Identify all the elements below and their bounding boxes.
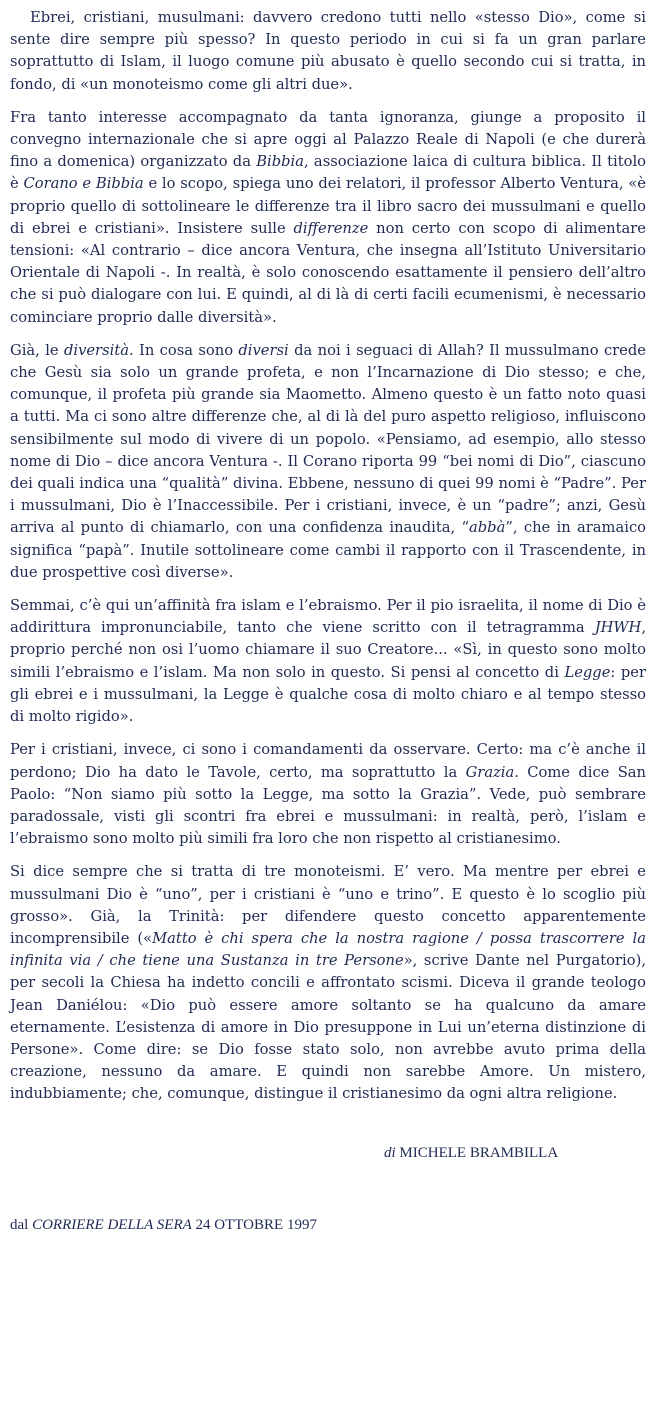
byline-author: MICHELE BRAMBILLA — [399, 1144, 559, 1161]
text-run: », scrive Dante nel Purgatorio), per secoli la Chiesa ha indetto concili e affrontato scismi. Diceva il grande teologo Jean Daniélou: «Dio può essere amore soltanto se ha qualcuno da amare eternamente. L’esistenza di amore in Dio presuppone in Lui un’eterna distinzione di Persone». Come dire: se Dio fosse stato solo, non avrebbe avuto prima della creazione, nessuno da amare. E quindi non sarebbe Amore. Un mistero, indubbiamente; che, comunque, distingue il cristianesimo da ogni altra religione. — [10, 952, 646, 1103]
italic-run: Matto è chi spera che la nostra ragione / possa trascorrere la infinita via / che tiene una Sustanza in tre Persone — [10, 929, 646, 970]
article-paragraph — [10, 739, 646, 850]
text-run: Fra tanto interesse accompagnato da tanta ignoranza, giunge a proposito il convegno internazionale che si apre oggi al Palazzo Reale di Napoli (e che durerà fino a domenica) organizzato da — [10, 108, 646, 171]
italic-run: JHWH — [594, 619, 642, 637]
italic-run: Legge — [564, 663, 611, 681]
article-body — [10, 7, 646, 1106]
text-run: Ebrei, cristiani, musulmani: davvero credono tutti nello «stesso Dio», come si sente dire sempre più spesso? In questo periodo in cui si fa un gran parlare soprattutto di Islam, il luogo comune più abusato è quello secondo cui si tratta, in fondo, di «un monoteismo come gli altri due». — [10, 9, 646, 93]
article-paragraph — [10, 861, 646, 1105]
italic-run: diversi — [238, 341, 289, 359]
source-date: 24 OTTOBRE 1997 — [195, 1216, 317, 1233]
byline-prefix: di — [384, 1144, 396, 1161]
text-run: e lo scopo, spiega uno dei relatori, il professor Alberto Ventura, «è proprio quello di sottolineare le differenze tra il libro sacro dei mussulmani e quello di ebrei e cristiani». Insistere sulle — [10, 175, 646, 237]
text-run: , associazione laica di cultura biblica. Il titolo è — [10, 153, 647, 193]
text-run: Si dice sempre che si tratta di tre monoteismi. E’ vero. Ma mentre per ebrei e mussulmani Dio è “uno”, per i cristiani è “uno e trino”. E questo è lo scoglio più grosso». Già, la Trinità: per difendere questo concetto apparentemente incomprensibile (« — [10, 863, 646, 947]
text-run: . Come dice San Paolo: “Non siamo più sotto la Legge, ma sotto la Grazia”. Vede, può sembrare paradossale, visti gli scontri fra ebrei e mussulmani: in realtà, però, l’islam e l’ebraismo sono molto più simili fra loro che non rispetto al cristianesimo. — [10, 763, 646, 848]
italic-run: Bibbia — [256, 153, 304, 171]
source-prefix: dal — [10, 1216, 29, 1233]
text-run: Per i cristiani, invece, ci sono i comandamenti da osservare. Certo: ma c’è anche il perdono; Dio ha dato le Tavole, certo, ma soprattutto la — [10, 741, 646, 781]
byline — [10, 1142, 646, 1164]
italic-run: Grazia — [465, 763, 515, 781]
article-paragraph — [10, 340, 646, 584]
text-run: da noi i seguaci di Allah? Il mussulmano crede che Gesù sia solo un grande profeta, e non l’Incarnazione di Dio stesso; e che, comunque, il profeta più grande sia Maometto. Almeno questo è un fatto noto quasi a tutti. Ma ci sono altre differenze che, al di là del puro aspetto religioso, influiscono sensibilmente sul modo di vivere di un popolo. «Pensiamo, ad esempio, allo stesso nome di Dio – dice ancora Ventura -. Il Corano riporta 99 “bei nomi di Dio”, ciascuno dei quali indica una “qualità” divina. Ebbene, nessuno di quei 99 nomi è “Padre”. Per i mussulmani, Dio è l’Inaccessibile. Per i cristiani, invece, è un “padre”; anzi, Gesù arriva al punto di chiamarlo, con una confidenza inaudita, “ — [10, 341, 646, 537]
italic-run: differenze — [293, 219, 369, 237]
article-paragraph — [10, 7, 646, 96]
text-run: non certo con scopo di alimentare tensioni: «Al contrario – dice ancora Ventura, che insegna all’Istituto Universitario Orientale di Napoli -. In realtà, è solo conoscendo esattamente il pensiero dell’altro che si può dialogare con lui. E quindi, al di là di certi facili ecumenismi, è necessario cominciare proprio dalle diversità». — [10, 219, 646, 326]
source-line — [10, 1214, 646, 1236]
article-paragraph — [10, 595, 646, 728]
text-run: Già, le — [10, 341, 64, 359]
text-run: : per gli ebrei e i mussulmani, la Legge è qualche cosa di molto chiaro e al tempo stesso di molto rigido». — [10, 663, 647, 726]
text-run: , proprio perché non osi l’uomo chiamare il suo Creatore... «Sì, in questo sono molto simili l’ebraismo e l’islam. Ma non solo in questo. Si pensi al concetto di — [10, 619, 646, 681]
article-paragraph — [10, 107, 646, 329]
italic-run: Corano e Bibbia — [23, 175, 144, 193]
source-publication: CORRIERE DELLA SERA — [32, 1216, 192, 1233]
italic-run: abbà — [469, 519, 506, 537]
italic-run: diversità — [63, 341, 129, 359]
text-run: ”, che in aramaico significa “papà”. Inutile sottolineare come cambi il rapporto con il Trascendente, in due prospettive così diverse». — [10, 519, 647, 581]
text-run: Semmai, c’è qui un’affinità fra islam e l’ebraismo. Per il pio israelita, il nome di Dio è addirittura impronunciabile, tanto che viene scritto con il tetragramma — [10, 597, 646, 637]
text-run: . In cosa sono — [128, 341, 239, 359]
